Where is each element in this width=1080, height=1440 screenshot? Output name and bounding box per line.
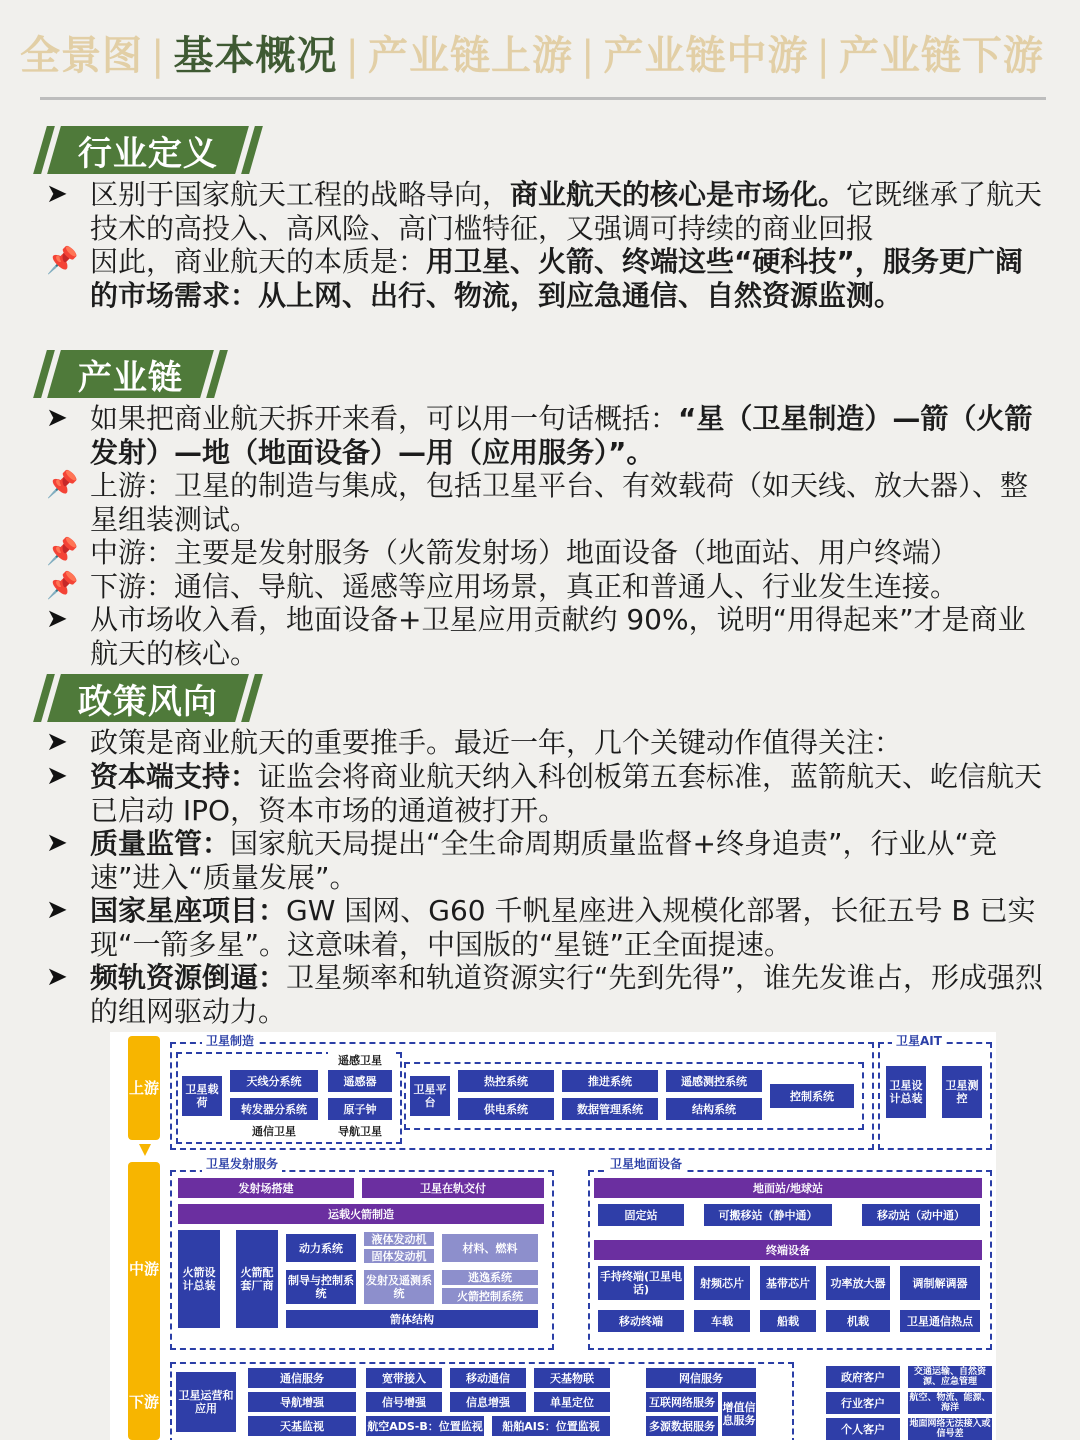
stage-midstream: 中游	[128, 1162, 160, 1376]
section-title: 行业定义	[78, 133, 218, 174]
box-nav-augment: 导航增强	[248, 1392, 356, 1412]
item-text: 下游：通信、导航、遥感等应用场景，真正和普通人、行业发生连接。	[90, 570, 959, 603]
list-item	[46, 469, 1046, 536]
label-comm-sat: 通信卫星	[234, 1124, 314, 1138]
list-item	[46, 570, 1046, 604]
box-info-augment: 信息增强	[450, 1392, 526, 1412]
box-broadband: 宽带接入	[366, 1368, 442, 1388]
box-net-service: 网信服务	[646, 1368, 756, 1388]
box-value-added: 增值信息服务	[722, 1392, 756, 1436]
item-text: 因此，商业航天的本质是：用卫星、火箭、终端这些“硬科技”，服务更广阔的市场需求：从上网、出行、物流，到应急通信、自然资源监测。	[90, 245, 1023, 312]
item-text: 从市场收入看，地面设备+卫星应用贡献约 90%，说明“用得起来”才是商业航天的核心。	[90, 603, 1026, 670]
box-personal-note: 地面网络无法接入或信号差	[909, 1419, 991, 1439]
box-portable-station: 可搬移站（静中通）	[704, 1204, 832, 1226]
label-remote-sat: 遥感卫星	[328, 1052, 392, 1068]
box-rocket-control: 火箭控制系统	[442, 1288, 538, 1304]
tab-upstream[interactable]: 产业链上游	[367, 33, 573, 79]
box-escape: 逃逸系统	[442, 1270, 538, 1285]
stage-upstream: 上游	[128, 1036, 160, 1140]
tab-overview[interactable]: 全景图	[20, 33, 143, 79]
box-structure: 结构系统	[666, 1098, 762, 1120]
list-item	[46, 178, 1046, 245]
arrow-bullet-icon: ➤	[46, 895, 68, 925]
box-operations: 卫星运营和应用	[176, 1372, 236, 1432]
box-space-monitor: 天基监视	[248, 1416, 356, 1436]
box-vehicle: 车载	[694, 1310, 750, 1332]
item-text: 国家星座项目：GW 国网、G60 千帆星座进入规模化部署，长征五号 B 已实现“一箭多星”。这意味着，中国版的“星链”正全面提速。	[90, 894, 1036, 961]
item-text: 资本端支持：证监会将商业航天纳入科创板第五套标准，蓝箭航天、屹信航天已启动 IPO，资本市场的通道被打开。	[90, 760, 1043, 827]
stage-arrow	[139, 1144, 151, 1156]
list-item	[46, 536, 1046, 570]
box-propulsion: 推进系统	[562, 1070, 658, 1092]
stage-downstream: 下游	[128, 1364, 160, 1440]
pushpin-icon: 📌	[46, 537, 79, 567]
box-thermal: 热控系统	[458, 1070, 554, 1092]
box-design: 卫星设计总装	[886, 1066, 926, 1118]
arrow-bullet-icon: ➤	[46, 604, 68, 634]
section-heading-policy	[40, 674, 256, 722]
arrow-bullet-icon: ➤	[46, 727, 68, 757]
tab-separator: |	[151, 33, 166, 79]
tab-midstream[interactable]: 产业链中游	[603, 33, 809, 79]
box-rocket-design: 火箭设计总装	[178, 1230, 220, 1328]
list-item	[46, 402, 1046, 469]
box-datamgmt: 数据管理系统	[562, 1098, 658, 1120]
box-power: 供电系统	[458, 1098, 554, 1120]
item-text: 上游：卫星的制造与集成，包括卫星平台、有效载荷（如天线、放大器）、整星组装测试。	[90, 469, 1029, 536]
box-antenna: 天线分系统	[230, 1070, 318, 1092]
box-clock: 原子钟	[328, 1098, 392, 1120]
box-platform: 卫星平台	[410, 1076, 450, 1116]
list-item	[46, 827, 1046, 894]
stage-arrow	[139, 1344, 151, 1356]
arrow-bullet-icon: ➤	[46, 761, 68, 791]
box-gov-note: 交通运输、自然资源、应急管理	[908, 1366, 992, 1388]
arrow-bullet-icon: ➤	[46, 828, 68, 858]
box-payload: 卫星载荷	[182, 1076, 222, 1116]
box-personal-client: 个人客户	[826, 1418, 900, 1440]
box-ads-b: 航空ADS-B：位置监视	[366, 1416, 484, 1436]
box-launch-system: 发射及遥测系统	[364, 1270, 434, 1304]
box-amplifier: 功率放大器	[826, 1266, 890, 1300]
box-liquid-engine: 液体发动机	[364, 1232, 434, 1246]
industry-chain-diagram	[110, 1032, 996, 1440]
box-transponder: 转发器分系统	[230, 1098, 318, 1120]
top-tab-bar	[20, 28, 1060, 84]
section-title-box	[47, 674, 249, 722]
box-single-pos: 单星定位	[534, 1392, 610, 1412]
box-terminal: 终端设备	[594, 1240, 982, 1260]
box-power-system: 动力系统	[286, 1234, 356, 1262]
box-ttc: 遥感测控系统	[666, 1070, 762, 1092]
box-launch-site: 发射场搭建	[178, 1178, 354, 1198]
box-ais: 船舶AIS：位置监视	[492, 1416, 610, 1436]
box-comm-service: 通信服务	[248, 1368, 356, 1388]
pushpin-icon: 📌	[46, 470, 79, 500]
box-rocket: 运载火箭制造	[178, 1204, 544, 1224]
header-divider	[40, 97, 1046, 100]
box-handheld: 手持终端(卫星电话)	[598, 1266, 684, 1300]
tab-separator: |	[816, 33, 831, 79]
box-ship: 船载	[760, 1310, 816, 1332]
box-rocket-supplier: 火箭配套厂商	[236, 1230, 278, 1328]
box-rf-chip: 射频芯片	[694, 1266, 750, 1300]
box-gov-client: 政府客户	[826, 1366, 900, 1388]
tab-downstream[interactable]: 产业链下游	[838, 33, 1044, 79]
group-label: 卫星制造	[202, 1032, 258, 1049]
box-signal-augment: 信号增强	[366, 1392, 442, 1412]
list-item	[46, 961, 1046, 1028]
box-industry-client: 行业客户	[826, 1392, 900, 1414]
box-hotspot: 卫星通信热点	[900, 1310, 980, 1332]
box-delivery: 卫星在轨交付	[362, 1178, 544, 1198]
box-modem: 调制解调器	[900, 1266, 980, 1300]
group-label: 卫星AIT	[892, 1032, 946, 1049]
box-industry-note: 航空、物流、能源、海洋	[909, 1393, 991, 1413]
box-internet-service: 互联网络服务	[646, 1392, 718, 1412]
item-text: 质量监管：国家航天局提出“全生命周期质量监督+终身追责”，行业从“竞速”进入“质量发展”。	[90, 827, 997, 894]
item-text: 频轨资源倒逼：卫星频率和轨道资源实行“先到先得”，谁先发谁占，形成强烈的组网驱动力。	[90, 961, 1044, 1028]
list-item	[46, 245, 1046, 312]
section-heading-definition	[40, 126, 256, 174]
box-fixed-station: 固定站	[598, 1204, 684, 1226]
pushpin-icon: 📌	[46, 571, 79, 601]
box-mobile-station: 移动站（动中通）	[862, 1204, 980, 1226]
section-title: 政策风向	[78, 681, 218, 722]
tab-separator: |	[580, 33, 596, 79]
box-airborne: 机载	[826, 1310, 890, 1332]
box-guidance: 制导与控制系统	[286, 1270, 356, 1304]
section-heading-industry-chain	[40, 350, 221, 398]
tab-basics[interactable]: 基本概况	[173, 33, 338, 79]
box-control: 控制系统	[770, 1084, 854, 1108]
group-label: 卫星地面设备	[606, 1155, 686, 1172]
item-text: 如果把商业航天拆开来看，可以用一句话概括：“星（卫星制造）—箭（火箭发射）—地（地面设备）—用（应用服务）”。	[90, 402, 1033, 469]
box-ground-station: 地面站/地球站	[594, 1178, 982, 1198]
pushpin-icon: 📌	[46, 246, 79, 276]
item-text: 中游：主要是发射服务（火箭发射场）地面设备（地面站、用户终端）	[90, 536, 959, 569]
list-item	[46, 894, 1046, 961]
section-title: 产业链	[78, 357, 183, 398]
arrow-bullet-icon: ➤	[46, 962, 68, 992]
box-solid-engine: 固体发动机	[364, 1249, 434, 1263]
label-nav-sat: 导航卫星	[328, 1124, 392, 1138]
box-baseband-chip: 基带芯片	[760, 1266, 816, 1300]
box-mobile-comm: 移动通信	[450, 1368, 526, 1388]
box-iot: 天基物联	[534, 1368, 610, 1388]
list-item	[46, 603, 1046, 670]
list-item	[46, 760, 1046, 827]
tab-separator: |	[345, 33, 360, 79]
box-multi-source: 多源数据服务	[646, 1416, 718, 1436]
box-sensor: 遥感器	[328, 1070, 392, 1092]
item-text: 政策是商业航天的重要推手。最近一年，几个关键动作值得关注：	[90, 726, 903, 759]
box-body: 箭体结构	[286, 1310, 538, 1328]
item-text: 区别于国家航天工程的战略导向，商业航天的核心是市场化。它既继承了航天技术的高投入、高风险、高门槛特征，又强调可持续的商业回报	[90, 178, 1043, 245]
box-material: 材料、燃料	[442, 1234, 538, 1262]
section-title-box	[47, 126, 249, 174]
group-label: 卫星发射服务	[202, 1155, 282, 1172]
arrow-bullet-icon: ➤	[46, 403, 68, 433]
box-mobile-terminal: 移动终端	[598, 1310, 684, 1332]
arrow-bullet-icon: ➤	[46, 179, 68, 209]
list-item	[46, 726, 1046, 760]
box-test: 卫星测控	[942, 1066, 982, 1118]
section-title-box	[47, 350, 214, 398]
